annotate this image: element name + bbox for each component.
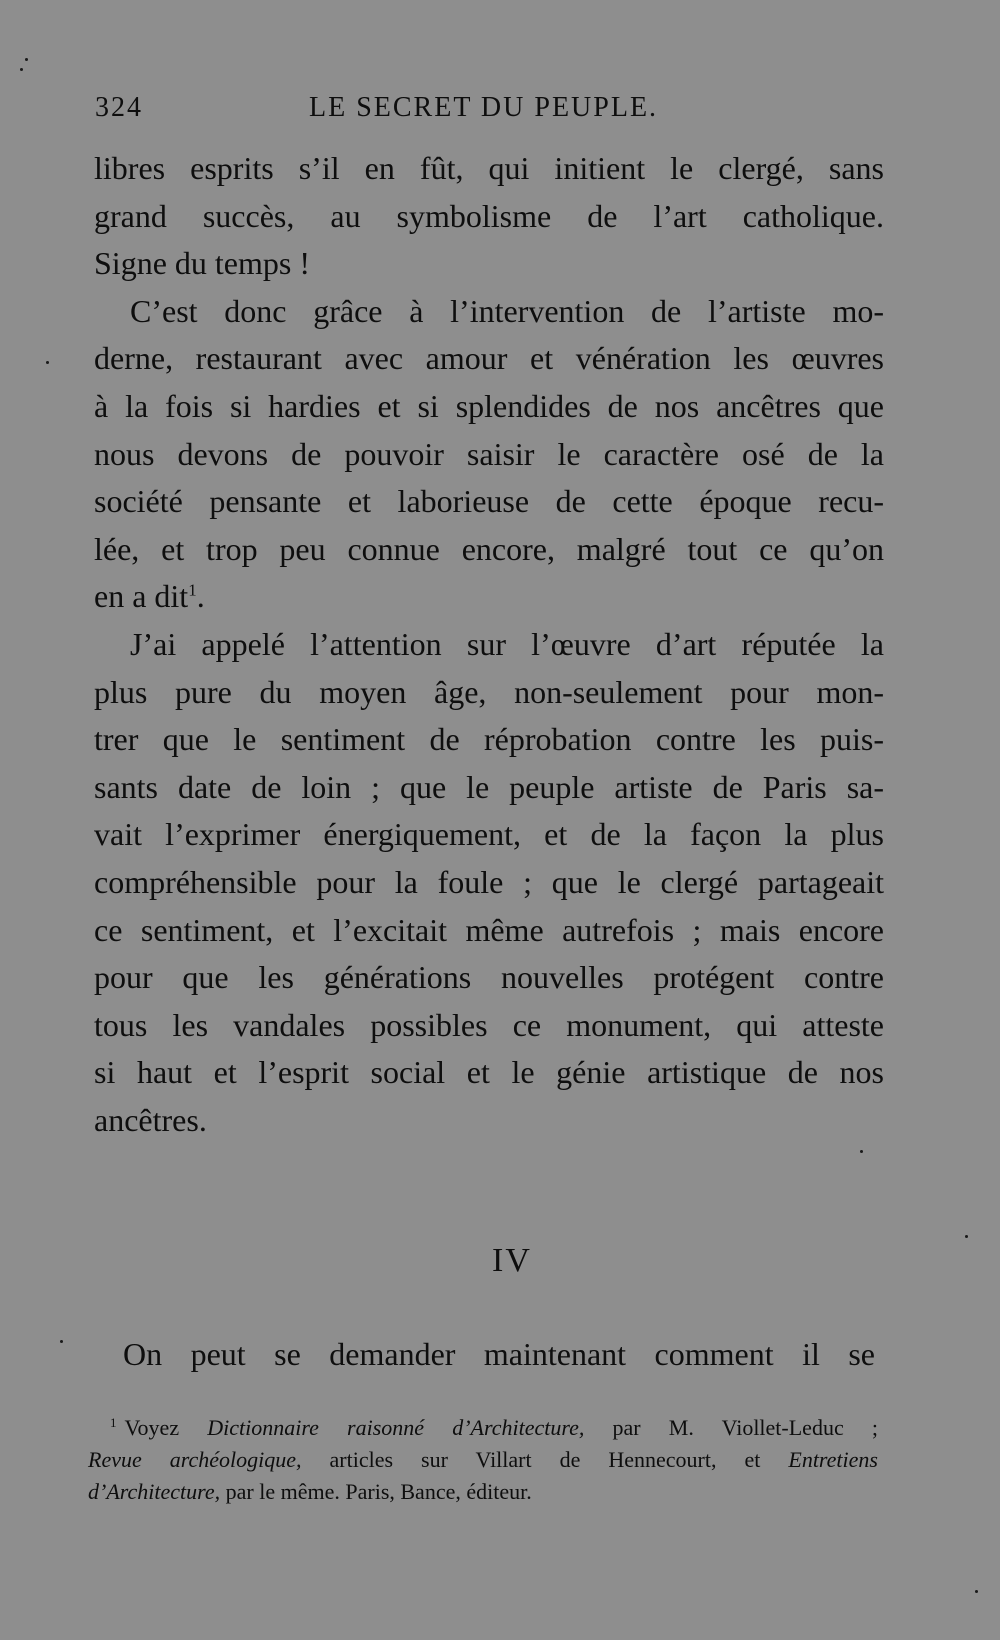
footnote-line: [88, 1412, 878, 1444]
text-line: Signe du temps !: [94, 245, 310, 282]
text-line: ancêtres.: [94, 1101, 207, 1138]
section-heading: [0, 1242, 1000, 1280]
scan-speck: [20, 68, 23, 71]
text-line: si haut et l’esprit social et le génie artistique de nos: [94, 1054, 884, 1091]
text-line: compréhensible pour la foule ; que le clergé partageait: [94, 863, 884, 900]
text-line: pour que les générations nouvelles protégent contre: [94, 959, 884, 996]
scan-speck: [965, 1235, 968, 1238]
paragraph-3: [94, 621, 884, 1145]
running-head-title: LE SECRET DU PEUPLE.: [309, 92, 659, 123]
footnote-author: par M. Viollet-Leduc ;: [612, 1415, 878, 1440]
text-line: ce sentiment, et l’excitait même autrefois ; mais encore: [94, 911, 884, 948]
text-line: grand succès, au symbolisme de l’art catholique.: [94, 197, 884, 234]
footnote-publisher: par le même. Paris, Bance, éditeur.: [225, 1479, 532, 1504]
text-line: à la fois si hardies et si splendides de nos ancêtres que: [94, 387, 884, 424]
footnote-reference[interactable]: 1: [188, 580, 197, 600]
footnote: [88, 1412, 878, 1508]
footnote-marker: 1: [110, 1414, 117, 1430]
line-end-punctuation: .: [196, 578, 205, 615]
body-text: [94, 145, 884, 1144]
text-line-with-note: [94, 573, 884, 621]
footnote-entretiens-title-cont: d’Architecture,: [88, 1479, 221, 1504]
section-number: IV: [492, 1242, 532, 1279]
scan-speck: [46, 361, 49, 364]
footnote-voyez: Voyez: [124, 1415, 180, 1440]
text-line: libres esprits s’il en fût, qui initient le clergé, sans: [94, 150, 884, 186]
text-line: société pensante et laborieuse de cette époque recu-: [94, 483, 884, 520]
footnote-line: [88, 1476, 878, 1508]
text-line-content: en a dit: [94, 578, 189, 615]
scan-speck: [60, 1340, 63, 1343]
scan-speck: [860, 1150, 863, 1153]
text-line: sants date de loin ; que le peuple artiste de Paris sa-: [94, 768, 884, 805]
text-line: C’est donc grâce à l’intervention de l’artiste mo-: [130, 292, 884, 329]
paragraph-2: [94, 288, 884, 621]
section-first-line: On peut se demander maintenant comment il se: [123, 1336, 875, 1372]
text-line: tous les vandales possibles ce monument, qui atteste: [94, 1006, 884, 1043]
text-line: trer que le sentiment de réprobation contre les puis-: [94, 721, 884, 758]
footnote-entretiens-title: Entretiens: [788, 1447, 878, 1472]
text-line: nous devons de pouvoir saisir le caractère osé de la: [94, 435, 884, 472]
footnote-articles: articles sur Villart de Hennecourt, et: [329, 1447, 761, 1472]
footnote-line: [88, 1444, 878, 1476]
footnote-revue-title: Revue archéologique,: [88, 1447, 302, 1472]
footnote-dictionary-title: Dictionnaire raisonné d’Architecture,: [207, 1415, 585, 1440]
page-number: 324: [95, 92, 143, 123]
scan-speck: [975, 1590, 978, 1593]
text-line: derne, restaurant avec amour et vénération les œuvres: [94, 340, 884, 377]
text-line: J’ai appelé l’attention sur l’œuvre d’art réputée la: [130, 625, 884, 662]
text-line: plus pure du moyen âge, non-seulement pour mon-: [94, 673, 884, 710]
text-line: vait l’exprimer énergiquement, et de la façon la plus: [94, 816, 884, 853]
running-head: [95, 92, 675, 132]
paragraph-1: [94, 145, 884, 288]
text-line: lée, et trop peu connue encore, malgré tout ce qu’on: [94, 530, 884, 567]
scan-speck: [25, 58, 28, 61]
